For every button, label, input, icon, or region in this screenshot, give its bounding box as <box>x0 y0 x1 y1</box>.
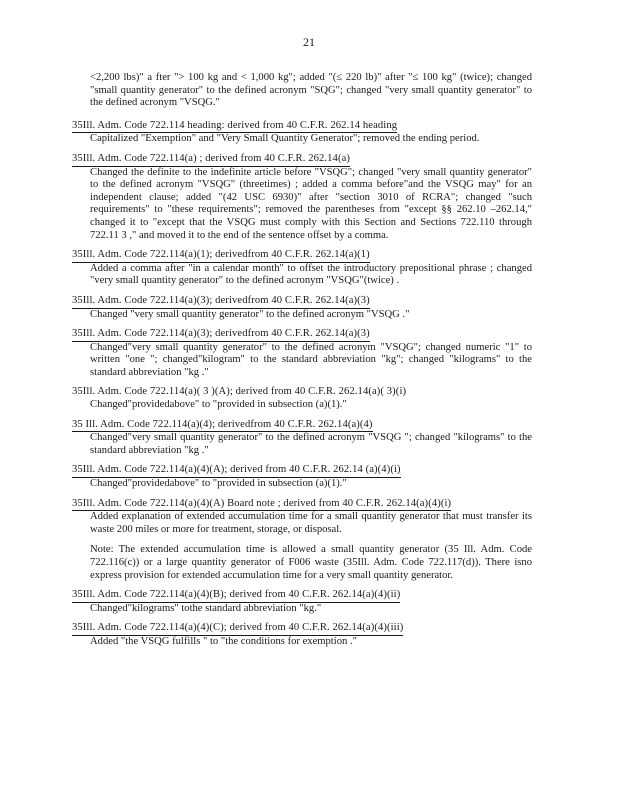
entry-text: Changed"kilograms" tothe standard abbreviation "kg." <box>90 602 322 614</box>
entry-6 <box>72 386 532 411</box>
entry-text: Changed the definite to the indefinite article before "VSQG"; changed "very small quantity generator" to the defined acronym "VSQG" (threetimes) ; added a comma before"and the VSQG may" for an independent clause; added "(42 USC 6930)" after "section 3010 of RCRA"; changed "such requirements" to "these requirements"; removed the parentheses from "except §§ 262.10 –262.14," changed it to "except that the VSQG must comply with this Section and Sections 722.110 through 722.11 3 ," and moved it to the end of the sentence offset by a comma. <box>90 166 532 241</box>
entry-10 <box>72 589 532 615</box>
board-note: Note: The extended accumulation time is allowed a small quantity generator (35 Ill. Adm. Code 722.116(c)) or a large quantity generator of F006 waste (35Ill. Adm. Code 722.117(d)). There isno express provision for extended accumulation time for a very small quantity generator. <box>90 544 532 581</box>
entry-text: Changed"providedabove" to "provided in subsection (a)(1)." <box>90 478 347 490</box>
entry-1 <box>72 120 532 146</box>
entry-text: Changed"very small quantity generator" to the defined acronym "VSQG "; changed "kilograms" to the standard abbreviation "kg ." <box>90 432 532 456</box>
entry-heading: 35Ill. Adm. Code 722.114 heading: derived from 40 C.F.R. 262.14 heading <box>72 120 397 134</box>
entry-text: Changed "very small quantity generator" to the defined acronym "VSQG ." <box>90 308 410 320</box>
entry-heading: 35Ill. Adm. Code 722.114(a)(4)(A) Board note ; derived from 40 C.F.R. 262.14(a)(4)(i) <box>72 498 451 512</box>
entry-heading: 35Ill. Adm. Code 722.114(a)(3); derivedfrom 40 C.F.R. 262.14(a)(3) <box>72 295 370 309</box>
entry-heading: 35Ill. Adm. Code 722.114(a)(4)(B); derived from 40 C.F.R. 262.14(a)(4)(ii) <box>72 589 400 603</box>
entry-3 <box>72 249 532 288</box>
entry-11 <box>72 622 532 648</box>
entry-heading: 35Ill. Adm. Code 722.114(a)(4)(C); derived from 40 C.F.R. 262.14(a)(4)(iii) <box>72 622 403 636</box>
entry-7 <box>72 419 532 458</box>
entry-8 <box>72 464 532 490</box>
entry-text: Capitalized "Exemption" and "Very Small Quantity Generator"; removed the ending period. <box>90 133 480 145</box>
entry-heading: 35Ill. Adm. Code 722.114(a)( 3 )(A); derived from 40 C.F.R. 262.14(a)( 3)(i) <box>72 386 407 398</box>
entry-4 <box>72 295 532 321</box>
entry-text: Changed"very small quantity generator" to the defined acronym "VSQG"; changed numeric "1" to written "one "; changed"kilogram" to the standard abbreviation "kg"; changed "kilograms" to the standard abbreviation "kg ." <box>90 341 532 378</box>
page-number: 21 <box>303 35 315 49</box>
entry-text: Added explanation of extended accumulation time for a small quantity generator that must transfer its waste 200 miles or more for treatment, storage, or disposal. <box>90 511 532 535</box>
entry-2 <box>72 153 532 242</box>
entry-5 <box>72 328 532 379</box>
entry-heading: 35Ill. Adm. Code 722.114(a)(4)(A); derived from 40 C.F.R. 262.14 (a)(4)(i) <box>72 464 401 478</box>
entry-heading: 35Ill. Adm. Code 722.114(a)(1); derivedfrom 40 C.F.R. 262.14(a)(1) <box>72 249 370 263</box>
entry-text: Added a comma after "in a calendar month" to offset the introductory prepositional phrase ; changed "very small quantity generator" to the defined acronym "VSQG"(twice) . <box>90 262 532 287</box>
entry-text: Changed"providedabove" to "provided in subsection (a)(1)." <box>90 399 347 411</box>
entry-9 <box>72 498 532 583</box>
document-body <box>72 72 532 656</box>
entry-heading: 35Ill. Adm. Code 722.114(a)(3); derivedfrom 40 C.F.R. 262.14(a)(3) <box>72 328 370 342</box>
entry-text: Added "the VSQG fulfills " to "the conditions for exemption ." <box>90 635 357 647</box>
entry-heading: 35 Ill. Adm. Code 722.114(a)(4); derivedfrom 40 C.F.R. 262.14(a)(4) <box>72 419 373 433</box>
entry-heading: 35Ill. Adm. Code 722.114(a) ; derived from 40 C.F.R. 262.14(a) <box>72 153 350 167</box>
intro-paragraph: <2,200 lbs)" a fter "> 100 kg and < 1,000 kg"; added "(≤ 220 lb)" after "≤ 100 kg" (twice); changed "small quantity generator" to the defined acronym "SQG"; changed "very small quantity generator" to the defined acronym "VSQG." <box>90 72 532 109</box>
